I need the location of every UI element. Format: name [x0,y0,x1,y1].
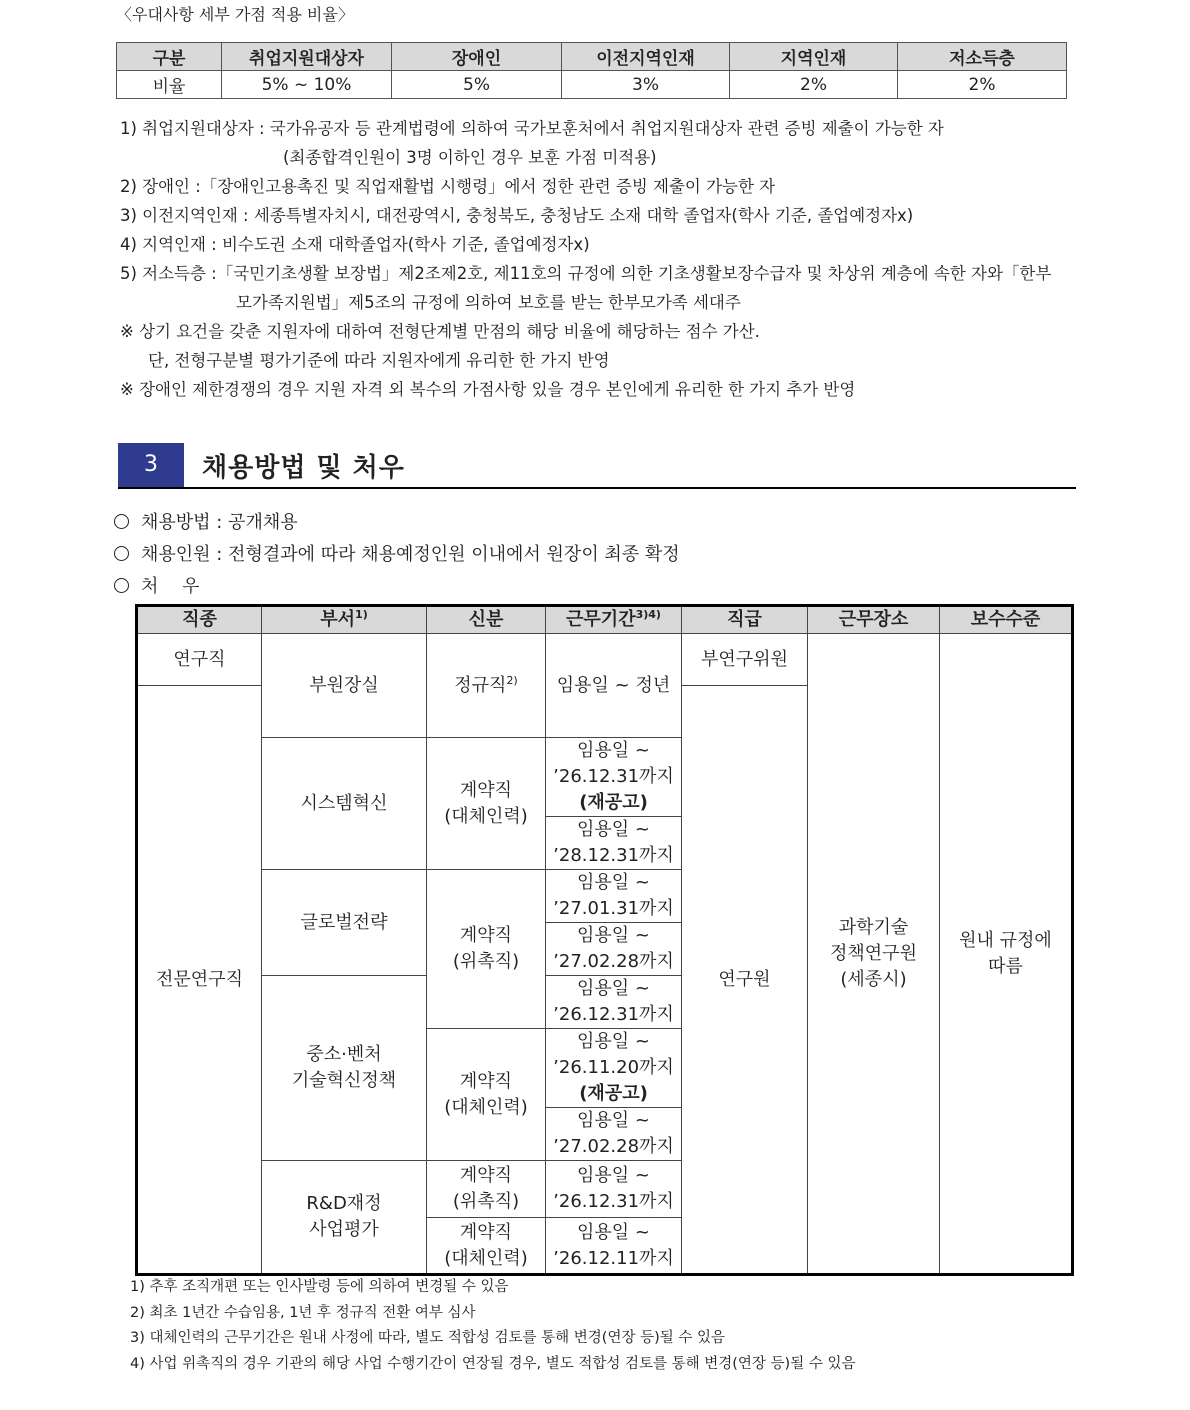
header-cell: 신분 [427,606,546,634]
status-cell: 정규직$^{2)}$ [427,634,546,738]
footnote: 4) 사업 위촉직의 경우 기관의 해당 사업 수행기간이 연장될 경우, 별도 적합성 검토를 통해 변경(연장 등)될 수 있음 [130,1355,856,1372]
table-caption: 〈우대사항 세부 가점 적용 비율〉 [116,5,354,24]
table-row [137,634,1073,686]
note-line: 1) 취업지원대상자 : 국가유공자 등 관계법령에 의하여 국가보훈처에서 취업지원대상자 관련 증빙 제출이 가능한 자 [120,119,944,138]
footnote-mark: 3)4) [635,608,661,621]
header-cell: 근무기간$^{3)4)}$ [546,606,682,634]
header-cell: 구분 [117,43,222,71]
header-cell: 장애인 [392,43,562,71]
note-line: 단, 전형구분별 평가기준에 따라 지원자에게 유리한 한 가지 반영 [148,351,610,370]
period-cell: 임용일 ~ ’28.12.31까지 [546,817,682,870]
employment-conditions-table [135,604,1074,1276]
list-item [114,508,298,534]
footnote-mark: 1) [355,608,368,621]
footnote: 1) 추후 조직개편 또는 인사발령 등에 의하여 변경될 수 있음 [130,1279,509,1295]
dept-cell: R&D재정 사업평가 [262,1161,427,1275]
note-line: (최종합격인원이 3명 이하인 경우 보훈 가점 미적용) [283,148,657,167]
period-cell: 임용일 ~ ’27.01.31까지 [546,870,682,923]
header-cell: 취업지원대상자 [222,43,392,71]
period-cell: 임용일 ~ ’27.02.28까지 [546,923,682,976]
note-line: 3) 이전지역인재 : 세종특별자치시, 대전광역시, 충청북도, 충청남도 소재 대학 졸업자(학사 기준, 졸업예정자x) [120,206,914,225]
note-line: 5) 저소득층 :「국민기초생활 보장법」제2조제2호, 제11호의 규정에 의한 기초생활보장수급자 및 차상위 계층에 속한 자와「한부 [120,264,1052,283]
status-cell: 계약직 (대체인력) [427,1029,546,1161]
list-item-text: 채용인원 : 전형결과에 따라 채용예정인원 이내에서 원장이 최종 확정 [141,544,680,565]
preference-notes [120,116,1090,406]
repost-note: (재공고) [579,1083,648,1104]
table-cell: 비율 [117,71,222,99]
repost-note: (재공고) [579,792,648,813]
period-cell: 임용일 ~ ’27.02.28까지 [546,1108,682,1161]
table-cell: 2% [898,71,1067,99]
period-cell: 임용일 ~ 정년 [546,634,682,738]
section-number-badge: 3 [118,443,184,487]
dept-cell: 중소·벤처 기술혁신정책 [262,976,427,1161]
header-cell: 보수수준 [940,606,1073,634]
header-cell: 지역인재 [730,43,898,71]
table-header-row [117,43,1067,71]
grade-cell: 연구원 [682,686,808,1275]
circle-bullet-icon [114,578,129,593]
note-line: ※ 장애인 제한경쟁의 경우 지원 자격 외 복수의 가점사항 있을 경우 본인에게 유리한 한 가지 추가 반영 [120,380,856,399]
period-cell: 임용일 ~ ’26.12.31까지 (재공고) [546,738,682,817]
dept-cell: 글로벌전략 [262,870,427,976]
period-cell: 임용일 ~ ’26.12.31까지 [546,1161,682,1218]
header-cell: 저소득층 [898,43,1067,71]
dept-cell: 시스템혁신 [262,738,427,870]
table-row [117,71,1067,99]
jobtype-cell: 전문연구직 [137,686,262,1275]
table-header-row [137,606,1073,634]
footnote: 3) 대체인력의 근무기간은 원내 사정에 따라, 별도 적합성 검토를 통해 변경(연장 등)될 수 있음 [130,1330,725,1346]
circle-bullet-icon [114,546,129,561]
note-line: 4) 지역인재 : 비수도권 소재 대학졸업자(학사 기준, 졸업예정자x) [120,235,590,254]
preference-ratio-table [116,42,1067,99]
table-footnotes [130,1276,855,1378]
period-cell: 임용일 ~ ’26.12.11까지 [546,1218,682,1275]
header-cell: 직급 [682,606,808,634]
section-heading [118,443,1076,489]
status-cell: 계약직 (위촉직) [427,870,546,1029]
circle-bullet-icon [114,514,129,529]
note-line: ※ 상기 요건을 갖춘 지원자에 대하여 전형단계별 만점의 해당 비율에 해당하는 점수 가산. [120,322,760,341]
status-cell: 계약직 (대체인력) [427,1218,546,1275]
dept-cell: 부원장실 [262,634,427,738]
note-line: 모가족지원법」제5조의 규정에 의하여 보호를 받는 한부모가족 세대주 [236,293,741,312]
pay-cell: 원내 규정에 따름 [940,634,1073,1275]
table-cell: 2% [730,71,898,99]
list-item-text: 채용방법 : 공개채용 [141,512,298,533]
footnote-mark: 2) [506,673,518,687]
table-cell: 3% [562,71,730,99]
header-cell: 이전지역인재 [562,43,730,71]
header-cell: 근무장소 [808,606,940,634]
list-item-text: 처 우 [141,576,200,597]
section-title: 채용방법 및 처우 [202,453,405,483]
note-line: 2) 장애인 :「장애인고용촉진 및 직업재활법 시행령」에서 정한 관련 증빙 제출이 가능한 자 [120,177,776,196]
place-cell: 과학기술 정책연구원 (세종시) [808,634,940,1275]
header-cell: 직종 [137,606,262,634]
footnote: 2) 최초 1년간 수습임용, 1년 후 정규직 전환 여부 심사 [130,1304,476,1321]
grade-cell: 부연구위원 [682,634,808,686]
table-cell: 5% ~ 10% [222,71,392,99]
status-cell: 계약직 (대체인력) [427,738,546,870]
jobtype-cell: 연구직 [137,634,262,686]
status-cell: 계약직 (위촉직) [427,1161,546,1218]
period-cell: 임용일 ~ ’26.12.31까지 [546,976,682,1029]
period-cell: 임용일 ~ ’26.11.20까지 (재공고) [546,1029,682,1108]
table-cell: 5% [392,71,562,99]
list-item [114,572,200,598]
list-item [114,540,680,566]
header-cell: 부서$^{1)}$ [262,606,427,634]
